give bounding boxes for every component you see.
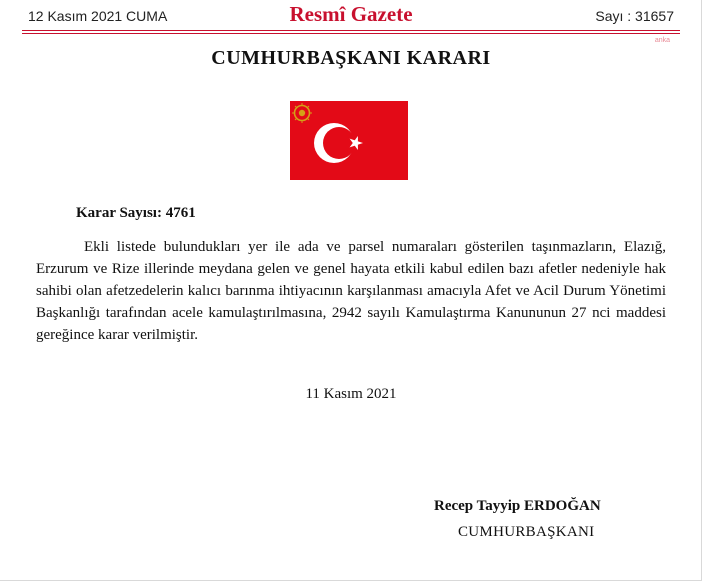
header-rule-secondary (22, 33, 680, 34)
decision-number: Karar Sayısı: 4761 (76, 205, 196, 221)
turkish-flag-with-seal (290, 101, 408, 180)
decision-date (0, 386, 702, 403)
presidential-seal-icon (292, 103, 312, 123)
issue-date: 12 Kasım 2021 CUMA (28, 8, 168, 24)
gazette-title: Resmî Gazete (289, 2, 413, 26)
signer-title: CUMHURBAŞKANI (458, 524, 595, 540)
crescent-inner (323, 127, 355, 159)
signer-name: Recep Tayyip ERDOĞAN (434, 498, 601, 514)
document-heading: CUMHURBAŞKANI KARARI (211, 47, 491, 69)
header-rule (22, 30, 680, 31)
decision-body-text: Ekli listede bulundukları yer ile ada ve parsel numaraları gösterilen taşınmazların, Elazığ, Erzurum ve Rize illerinde meydana gelen ve genel hayata etkili kabul edilen bazı afetler nedeniyle hak sahibi olan afetzedelerin kalıcı barınma ihtiyacının karşılanması amacıyla Afet ve Acil Durum Yönetimi Başkanlığı tarafından acele kamulaştırılmasına, 2942 sayılı Kamulaştırma Kanununun 27 nci maddesi gereğince karar verilmiştir. (36, 239, 666, 343)
decision-date-text: 11 Kasım 2021 (305, 386, 397, 402)
issue-number: Sayı : 31657 (595, 8, 674, 24)
watermark: anka (654, 37, 670, 44)
